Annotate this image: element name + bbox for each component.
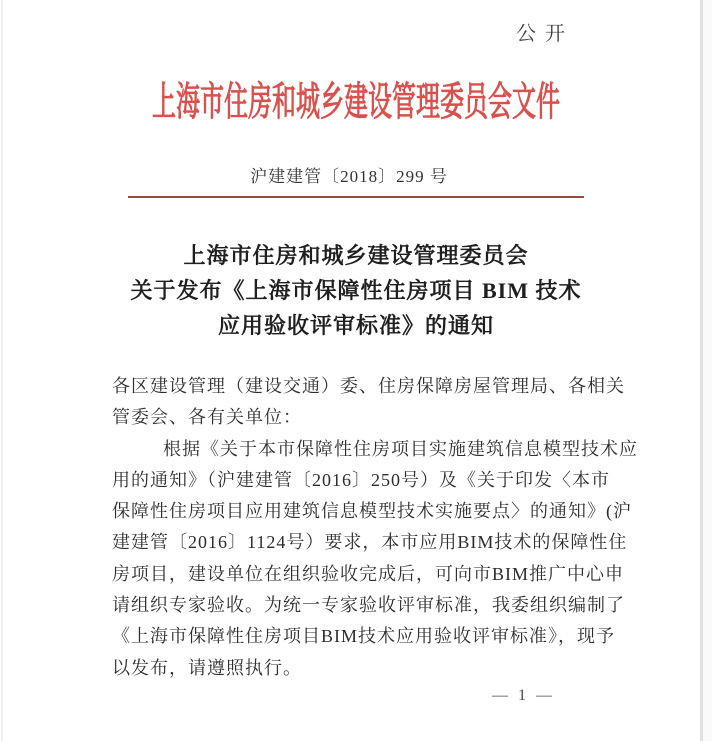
notice-title-line-1: 上海市住房和城乡建设管理委员会 <box>183 243 529 268</box>
page-number: — 1 — <box>492 687 555 704</box>
document-body <box>112 371 638 684</box>
scan-edge-left <box>1 0 3 741</box>
red-divider-line <box>128 196 584 198</box>
notice-title <box>0 238 712 343</box>
document-number: 沪建建管〔2018〕299 号 <box>250 167 448 186</box>
scan-edge-right-pad <box>703 0 712 741</box>
body-line-6: 请组织专家验收。为统一专家验收评审标准，我委组织编制了 <box>112 595 625 616</box>
salutation-line-1: 各区建设管理（建设交通）委、住房保障房屋管理局、各相关 <box>112 376 625 396</box>
body-line-5: 房项目，建设单位在组织验收完成后，可向市BIM推广中心申 <box>112 563 625 584</box>
notice-title-line-2: 关于发布《上海市保障性住房项目 BIM 技术 <box>130 278 582 303</box>
body-line-3: 保障性住房项目应用建筑信息模型技术实施要点〉的通知》(沪 <box>112 501 632 522</box>
body-line-2: 用的通知》（沪建建管〔2016〕250号）及《关于印发〈本市 <box>112 469 610 490</box>
agency-header-title: 上海市住房和城乡建设管理委员会文件 <box>152 79 560 124</box>
notice-title-line-3: 应用验收评审标准》的通知 <box>217 313 494 338</box>
body-line-8: 以发布，请遵照执行。 <box>112 657 302 678</box>
body-line-7: 《上海市保障性住房项目BIM技术应用验收评审标准》，现予 <box>112 626 616 647</box>
salutation-line-2: 管委会、各有关单位： <box>112 407 302 428</box>
body-line-1: 根据《关于本市保障性住房项目实施建筑信息模型技术应 <box>163 438 638 459</box>
body-line-4: 建建管〔2016〕1124号）要求，本市应用BIM技术的保障性住 <box>112 532 628 553</box>
classification-label: 公 开 <box>516 23 567 45</box>
